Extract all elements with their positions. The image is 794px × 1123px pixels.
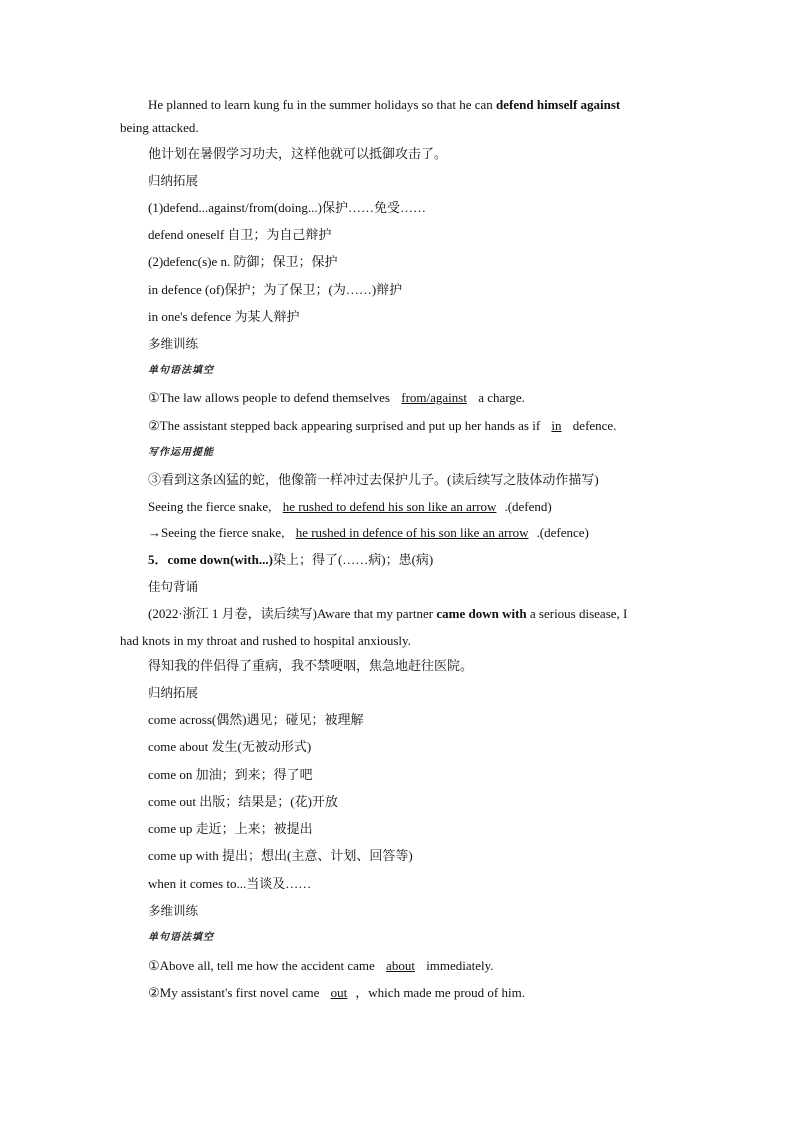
answer-blank: in bbox=[551, 418, 562, 433]
text-line: being attacked. bbox=[120, 120, 199, 135]
exercise-text: ②My assistant's first novel came bbox=[148, 985, 320, 1000]
section-heading: 佳句背诵 bbox=[148, 580, 199, 594]
subsection-label: 单句语法填空 bbox=[148, 365, 214, 376]
exercise-line bbox=[148, 524, 589, 542]
section-heading: 多维训练 bbox=[148, 337, 199, 351]
text-line: in one's defence 为某人辩护 bbox=[148, 309, 300, 324]
exercise-text: defence. bbox=[572, 418, 617, 433]
text-line bbox=[148, 605, 627, 623]
item-title: 5．come down(with...) bbox=[148, 552, 273, 567]
text-line: come up 走近；上来；被提出 bbox=[148, 821, 313, 836]
answer-blank: out bbox=[330, 985, 348, 1000]
text-line: when it comes to...当谈及…… bbox=[148, 876, 312, 891]
exercise-text: ②The assistant stepped back appearing surprised and put up her hands as if bbox=[148, 418, 541, 433]
text-line: in defence (of)保护；为了保卫；(为……)辩护 bbox=[148, 282, 403, 297]
section-heading: 归纳拓展 bbox=[148, 686, 199, 700]
exercise-line bbox=[148, 984, 525, 1002]
text-line: defend oneself 自卫；为自己辩护 bbox=[148, 227, 332, 242]
text-line: come on 加油；到来；得了吧 bbox=[148, 767, 313, 782]
text-line: had knots in my throat and rushed to hospital anxiously. bbox=[120, 633, 411, 648]
exercise-line bbox=[148, 498, 552, 516]
line-text: a serious disease, I bbox=[526, 606, 628, 621]
answer-blank: he rushed in defence of his son like an arrow bbox=[295, 525, 529, 540]
exercise-line: ③看到这条凶猛的蛇，他像箭一样冲过去保护儿子。(读后续写之肢体动作描写) bbox=[148, 472, 599, 487]
exercise-text: ①The law allows people to defend themselves bbox=[148, 390, 390, 405]
exercise-text: .(defend) bbox=[504, 499, 552, 514]
translation-line: 他计划在暑假学习功夫，这样他就可以抵御攻击了。 bbox=[148, 146, 448, 161]
text-line: come up with 提出；想出(主意、计划、回答等) bbox=[148, 848, 413, 863]
text-line bbox=[148, 96, 620, 114]
item-meaning: 染上；得了(……病)；患(病) bbox=[272, 552, 434, 567]
bold-phrase: defend himself against bbox=[496, 97, 621, 112]
text-line: come across(偶然)遇见；碰见；被理解 bbox=[148, 712, 364, 727]
bold-phrase: came down with bbox=[436, 606, 527, 621]
translation-line: 得知我的伴侣得了重病，我不禁哽咽，焦急地赶往医院。 bbox=[148, 658, 474, 673]
exercise-text: →Seeing the fierce snake, bbox=[148, 525, 285, 540]
item-heading bbox=[148, 551, 433, 569]
subsection-label: 单句语法填空 bbox=[148, 932, 214, 943]
text-line: (2)defenc(s)e n. 防御；保卫；保护 bbox=[148, 254, 338, 269]
exercise-text: immediately. bbox=[426, 958, 494, 973]
exercise-line bbox=[148, 417, 616, 435]
answer-blank: about bbox=[386, 958, 415, 973]
exercise-line bbox=[148, 389, 525, 407]
section-heading: 归纳拓展 bbox=[148, 174, 199, 188]
answer-blank: he rushed to defend his son like an arrow bbox=[282, 499, 497, 514]
exercise-text: ①Above all, tell me how the accident came bbox=[148, 958, 375, 973]
exercise-line bbox=[148, 957, 494, 975]
answer-blank: from/against bbox=[401, 390, 467, 405]
subsection-label: 写作运用提能 bbox=[148, 447, 214, 458]
line-text: He planned to learn kung fu in the summer holidays so that he can bbox=[148, 97, 497, 112]
text-line: come out 出版；结果是；(花)开放 bbox=[148, 794, 338, 809]
text-line: (1)defend...against/from(doing...)保护……免受…… bbox=[148, 200, 427, 215]
text-line: come about 发生(无被动形式) bbox=[148, 739, 312, 754]
exercise-text: ，which made me proud of him. bbox=[355, 985, 525, 1000]
exercise-text: a charge. bbox=[478, 390, 525, 405]
exercise-text: .(defence) bbox=[536, 525, 589, 540]
exercise-text: Seeing the fierce snake, bbox=[148, 499, 272, 514]
section-heading: 多维训练 bbox=[148, 904, 199, 918]
line-text: (2022·浙江 1 月卷，读后续写)Aware that my partner bbox=[148, 606, 437, 621]
